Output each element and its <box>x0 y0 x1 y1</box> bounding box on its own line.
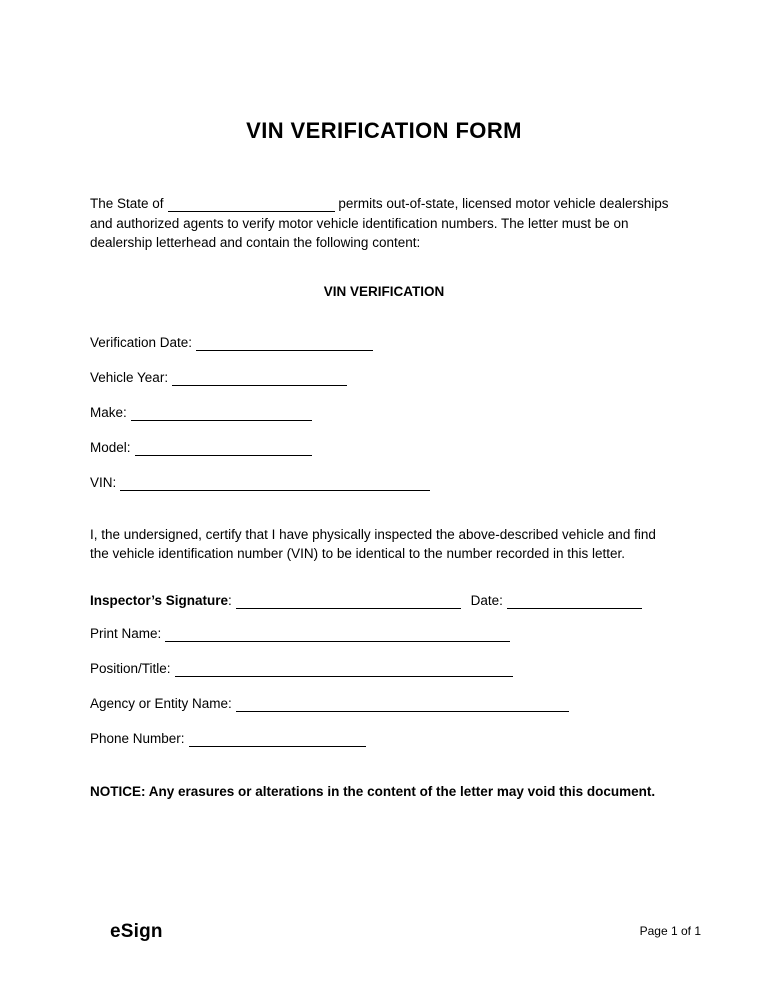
field-verification-date <box>90 333 678 353</box>
date-blank-line <box>507 594 642 609</box>
signature-row <box>90 591 678 611</box>
inspector-fields <box>90 624 678 749</box>
field-label: Vehicle Year: <box>90 369 169 385</box>
field-print-name <box>90 624 678 644</box>
inspector-signature-blank-line <box>236 594 461 609</box>
field-phone-number <box>90 729 678 749</box>
field-label: Print Name: <box>90 625 162 641</box>
field-make <box>90 403 678 423</box>
intro-lead-text: The State of <box>90 196 164 211</box>
vehicle-fields <box>90 333 678 493</box>
print-name-blank-line <box>165 627 510 642</box>
field-model <box>90 438 678 458</box>
field-vin <box>90 473 678 493</box>
notice-text: NOTICE: Any erasures or alterations in the content of the letter may void this document. <box>90 783 656 799</box>
intro-paragraph <box>90 194 678 253</box>
make-blank-line <box>131 406 312 421</box>
document-content <box>90 0 678 801</box>
agency-entity-name-blank-line <box>236 697 569 712</box>
document-title: VIN VERIFICATION FORM <box>246 118 522 143</box>
field-label: Verification Date: <box>90 334 193 350</box>
esign-logo: eSign <box>110 921 163 942</box>
state-blank-line <box>168 197 335 212</box>
intro-rest-text: permits out-of-state, licensed motor vehicle dealerships and authorized agents to verify motor vehicle identification numbers. The letter must be on dealership letterhead and contain the following content: <box>90 196 669 250</box>
vehicle-year-blank-line <box>172 371 347 386</box>
date-label: Date: <box>470 592 503 608</box>
inspector-signature-colon: : <box>228 592 232 608</box>
position-title-blank-line <box>175 662 513 677</box>
model-blank-line <box>135 441 312 456</box>
page-indicator: Page 1 of 1 <box>639 924 701 938</box>
field-label: Phone Number: <box>90 730 185 746</box>
field-label: VIN: <box>90 474 117 490</box>
field-label: Position/Title: <box>90 660 171 676</box>
field-vehicle-year <box>90 368 678 388</box>
field-label: Model: <box>90 439 131 455</box>
phone-number-blank-line <box>189 732 366 747</box>
inspector-signature-label: Inspector’s Signature <box>90 592 229 608</box>
section-heading: VIN VERIFICATION <box>323 283 445 299</box>
verification-date-blank-line <box>196 336 373 351</box>
field-agency-entity-name <box>90 694 678 714</box>
field-label: Agency or Entity Name: <box>90 695 232 711</box>
field-label: Make: <box>90 404 127 420</box>
vin-blank-line <box>120 476 430 491</box>
field-position-title <box>90 659 678 679</box>
certification-paragraph: I, the undersigned, certify that I have physically inspected the above-described vehicle and find the vehicle identification number (VIN) to be identical to the number recorded in this letter. <box>90 526 656 561</box>
